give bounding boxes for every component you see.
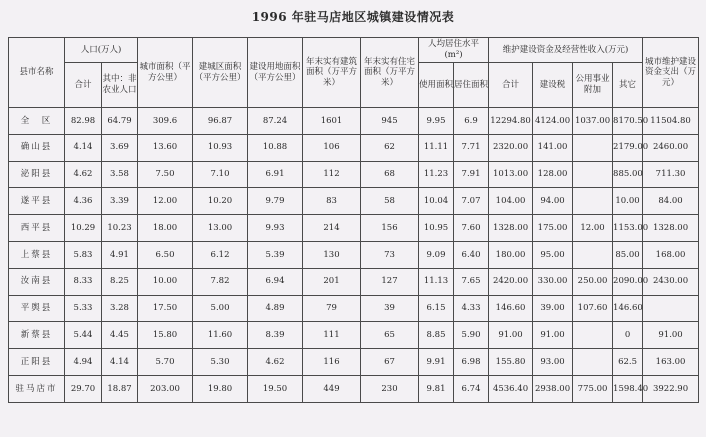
table-cell: 4.94 bbox=[65, 349, 102, 376]
table-row bbox=[9, 161, 699, 188]
table-cell: 6.98 bbox=[454, 349, 489, 376]
row-county-name: 确山县 bbox=[9, 134, 65, 161]
table-row bbox=[9, 268, 699, 295]
table-cell: 19.80 bbox=[193, 375, 248, 402]
header-use-area: 使用面积 bbox=[419, 63, 454, 108]
table-cell: 87.24 bbox=[248, 108, 303, 135]
table-cell: 19.50 bbox=[248, 375, 303, 402]
row-county-name: 西平县 bbox=[9, 215, 65, 242]
table-cell: 8.39 bbox=[248, 322, 303, 349]
table-cell: 309.6 bbox=[138, 108, 193, 135]
table-cell: 91.00 bbox=[489, 322, 533, 349]
table-row bbox=[9, 322, 699, 349]
table-cell: 11504.80 bbox=[643, 108, 699, 135]
table-cell: 1037.00 bbox=[573, 108, 613, 135]
table-cell: 4.62 bbox=[65, 161, 102, 188]
table-cell: 945 bbox=[361, 108, 419, 135]
table-cell: 4.14 bbox=[65, 134, 102, 161]
table-cell: 18.87 bbox=[102, 375, 138, 402]
table-cell: 3.39 bbox=[102, 188, 138, 215]
table-cell: 180.00 bbox=[489, 241, 533, 268]
table-cell: 449 bbox=[303, 375, 361, 402]
table-cell: 12.00 bbox=[138, 188, 193, 215]
table-cell: 8.33 bbox=[65, 268, 102, 295]
table-cell: 4.91 bbox=[102, 241, 138, 268]
table-cell: 5.33 bbox=[65, 295, 102, 322]
table-cell: 11.13 bbox=[419, 268, 454, 295]
table-cell: 10.04 bbox=[419, 188, 454, 215]
table-cell: 39 bbox=[361, 295, 419, 322]
table-cell: 85.00 bbox=[613, 241, 643, 268]
header-funds-public: 公用事业附加 bbox=[573, 63, 613, 108]
table-cell: 203.00 bbox=[138, 375, 193, 402]
table-cell: 2430.00 bbox=[643, 268, 699, 295]
table-cell: 96.87 bbox=[193, 108, 248, 135]
table-cell: 10.23 bbox=[102, 215, 138, 242]
table-cell: 116 bbox=[303, 349, 361, 376]
header-funds-other: 其它 bbox=[613, 63, 643, 108]
table-cell: 201 bbox=[303, 268, 361, 295]
table-cell: 7.65 bbox=[454, 268, 489, 295]
header-housing-area: 年末实有住宅面积（万平方米） bbox=[361, 38, 419, 108]
table-cell: 9.93 bbox=[248, 215, 303, 242]
table-cell: 7.50 bbox=[138, 161, 193, 188]
table-cell: 3.69 bbox=[102, 134, 138, 161]
table-cell: 4536.40 bbox=[489, 375, 533, 402]
table-cell: 4.33 bbox=[454, 295, 489, 322]
table-cell: 65 bbox=[361, 322, 419, 349]
table-cell: 3.58 bbox=[102, 161, 138, 188]
table-cell: 2460.00 bbox=[643, 134, 699, 161]
table-cell: 5.90 bbox=[454, 322, 489, 349]
table-cell: 2179.00 bbox=[613, 134, 643, 161]
table-cell: 9.79 bbox=[248, 188, 303, 215]
header-pop-total: 合计 bbox=[65, 63, 102, 108]
table-cell: 8.25 bbox=[102, 268, 138, 295]
table-cell: 5.39 bbox=[248, 241, 303, 268]
table-cell: 84.00 bbox=[643, 188, 699, 215]
row-county-name: 汝南县 bbox=[9, 268, 65, 295]
table-cell: 3922.90 bbox=[643, 375, 699, 402]
table-cell: 106 bbox=[303, 134, 361, 161]
header-maint-spend: 城市维护建设资金支出（万元） bbox=[643, 38, 699, 108]
row-county-name: 新蔡县 bbox=[9, 322, 65, 349]
table-cell: 5.44 bbox=[65, 322, 102, 349]
table-cell: 5.00 bbox=[193, 295, 248, 322]
table-cell: 9.09 bbox=[419, 241, 454, 268]
header-county: 县市名称 bbox=[9, 38, 65, 108]
table-row bbox=[9, 215, 699, 242]
table-cell: 11.23 bbox=[419, 161, 454, 188]
table-row bbox=[9, 375, 699, 402]
table-cell: 4.62 bbox=[248, 349, 303, 376]
table-cell: 4.45 bbox=[102, 322, 138, 349]
table-cell: 12294.80 bbox=[489, 108, 533, 135]
table-cell: 1598.40 bbox=[613, 375, 643, 402]
table-row bbox=[9, 241, 699, 268]
table-cell: 10.00 bbox=[613, 188, 643, 215]
table-cell: 93.00 bbox=[533, 349, 573, 376]
header-pop-nonag: 其中：非农业人口 bbox=[102, 63, 138, 108]
table-cell: 6.74 bbox=[454, 375, 489, 402]
table-cell: 62.5 bbox=[613, 349, 643, 376]
table-cell: 91.00 bbox=[643, 322, 699, 349]
header-population: 人口(万人) bbox=[65, 38, 138, 63]
row-county-name: 全 区 bbox=[9, 108, 65, 135]
statistics-table bbox=[8, 37, 699, 403]
table-cell: 7.60 bbox=[454, 215, 489, 242]
table-cell: 11.60 bbox=[193, 322, 248, 349]
table-cell: 64.79 bbox=[102, 108, 138, 135]
table-cell: 7.07 bbox=[454, 188, 489, 215]
table-cell: 250.00 bbox=[573, 268, 613, 295]
table-cell: 5.30 bbox=[193, 349, 248, 376]
table-cell: 6.15 bbox=[419, 295, 454, 322]
table-cell: 107.60 bbox=[573, 295, 613, 322]
table-cell: 111 bbox=[303, 322, 361, 349]
table-cell: 6.9 bbox=[454, 108, 489, 135]
table-cell: 94.00 bbox=[533, 188, 573, 215]
table-cell bbox=[573, 134, 613, 161]
table-cell: 7.71 bbox=[454, 134, 489, 161]
table-cell: 146.60 bbox=[613, 295, 643, 322]
table-cell: 1013.00 bbox=[489, 161, 533, 188]
row-county-name: 平舆县 bbox=[9, 295, 65, 322]
table-cell: 6.40 bbox=[454, 241, 489, 268]
row-county-name: 遂平县 bbox=[9, 188, 65, 215]
table-cell: 5.83 bbox=[65, 241, 102, 268]
table-cell: 10.20 bbox=[193, 188, 248, 215]
row-county-name: 驻马店市 bbox=[9, 375, 65, 402]
table-cell: 10.88 bbox=[248, 134, 303, 161]
table-cell: 39.00 bbox=[533, 295, 573, 322]
table-cell: 13.00 bbox=[193, 215, 248, 242]
table-cell: 10.93 bbox=[193, 134, 248, 161]
table-cell bbox=[573, 188, 613, 215]
table-cell: 12.00 bbox=[573, 215, 613, 242]
table-cell: 79 bbox=[303, 295, 361, 322]
table-cell: 8.85 bbox=[419, 322, 454, 349]
table-cell: 214 bbox=[303, 215, 361, 242]
table-row bbox=[9, 134, 699, 161]
table-cell: 10.00 bbox=[138, 268, 193, 295]
table-cell: 104.00 bbox=[489, 188, 533, 215]
row-county-name: 泌阳县 bbox=[9, 161, 65, 188]
table-cell: 885.00 bbox=[613, 161, 643, 188]
table-cell: 711.30 bbox=[643, 161, 699, 188]
table-row bbox=[9, 349, 699, 376]
table-cell: 3.28 bbox=[102, 295, 138, 322]
table-cell: 9.91 bbox=[419, 349, 454, 376]
table-cell: 7.10 bbox=[193, 161, 248, 188]
table-row bbox=[9, 295, 699, 322]
table-cell: 6.12 bbox=[193, 241, 248, 268]
table-cell: 29.70 bbox=[65, 375, 102, 402]
table-cell: 6.91 bbox=[248, 161, 303, 188]
table-cell: 0 bbox=[613, 322, 643, 349]
header-city-area: 城市面积（平方公里） bbox=[138, 38, 193, 108]
table-cell: 82.98 bbox=[65, 108, 102, 135]
table-cell: 10.29 bbox=[65, 215, 102, 242]
table-cell: 8170.50 bbox=[613, 108, 643, 135]
table-cell: 128.00 bbox=[533, 161, 573, 188]
table-row bbox=[9, 108, 699, 135]
table-cell: 17.50 bbox=[138, 295, 193, 322]
table-row bbox=[9, 188, 699, 215]
table-cell: 13.60 bbox=[138, 134, 193, 161]
table-cell: 7.82 bbox=[193, 268, 248, 295]
table-cell: 130 bbox=[303, 241, 361, 268]
table-cell bbox=[573, 241, 613, 268]
table-cell: 2320.00 bbox=[489, 134, 533, 161]
table-cell: 58 bbox=[361, 188, 419, 215]
table-cell: 91.00 bbox=[533, 322, 573, 349]
table-cell: 112 bbox=[303, 161, 361, 188]
table-cell: 5.70 bbox=[138, 349, 193, 376]
table-cell: 168.00 bbox=[643, 241, 699, 268]
table-cell: 4.89 bbox=[248, 295, 303, 322]
table-cell: 141.00 bbox=[533, 134, 573, 161]
row-county-name: 上蔡县 bbox=[9, 241, 65, 268]
table-cell: 1153.00 bbox=[613, 215, 643, 242]
header-live-area: 居住面积 bbox=[454, 63, 489, 108]
header-funds-tax: 建设税 bbox=[533, 63, 573, 108]
header-land-use: 建设用地面积（平方公里） bbox=[248, 38, 303, 108]
table-cell: 6.94 bbox=[248, 268, 303, 295]
table-cell: 67 bbox=[361, 349, 419, 376]
table-body bbox=[9, 108, 699, 403]
table-cell: 4124.00 bbox=[533, 108, 573, 135]
table-cell: 83 bbox=[303, 188, 361, 215]
table-cell: 1328.00 bbox=[489, 215, 533, 242]
table-cell: 9.81 bbox=[419, 375, 454, 402]
table-cell: 127 bbox=[361, 268, 419, 295]
table-cell: 18.00 bbox=[138, 215, 193, 242]
table-cell: 230 bbox=[361, 375, 419, 402]
table-cell: 1601 bbox=[303, 108, 361, 135]
table-cell: 4.14 bbox=[102, 349, 138, 376]
table-cell: 7.91 bbox=[454, 161, 489, 188]
table-cell: 62 bbox=[361, 134, 419, 161]
table-cell: 175.00 bbox=[533, 215, 573, 242]
table-cell: 775.00 bbox=[573, 375, 613, 402]
table-cell: 95.00 bbox=[533, 241, 573, 268]
table-cell: 11.11 bbox=[419, 134, 454, 161]
table-cell: 10.95 bbox=[419, 215, 454, 242]
header-per-capita: 人均居住水平(m²) bbox=[419, 38, 489, 63]
header-building-area: 年末实有建筑面积（万平方米） bbox=[303, 38, 361, 108]
table-cell: 9.95 bbox=[419, 108, 454, 135]
row-county-name: 正阳县 bbox=[9, 349, 65, 376]
table-cell: 146.60 bbox=[489, 295, 533, 322]
table-cell: 163.00 bbox=[643, 349, 699, 376]
table-cell: 2090.00 bbox=[613, 268, 643, 295]
table-cell: 155.80 bbox=[489, 349, 533, 376]
table-cell: 156 bbox=[361, 215, 419, 242]
table-cell: 2420.00 bbox=[489, 268, 533, 295]
table-cell bbox=[573, 161, 613, 188]
table-cell bbox=[643, 295, 699, 322]
table-cell: 2938.00 bbox=[533, 375, 573, 402]
header-funds-total: 合计 bbox=[489, 63, 533, 108]
table-title: 1996 年驻马店地区城镇建设情况表 bbox=[251, 10, 455, 24]
table-cell bbox=[573, 349, 613, 376]
table-cell: 6.50 bbox=[138, 241, 193, 268]
table-cell: 15.80 bbox=[138, 322, 193, 349]
table-cell: 1328.00 bbox=[643, 215, 699, 242]
table-cell: 73 bbox=[361, 241, 419, 268]
table-cell: 330.00 bbox=[533, 268, 573, 295]
header-built-area: 建城区面积（平方公里） bbox=[193, 38, 248, 108]
table-cell bbox=[573, 322, 613, 349]
header-funds: 维护建设资金及经营性收入(万元) bbox=[489, 38, 643, 63]
table-cell: 68 bbox=[361, 161, 419, 188]
table-cell: 4.36 bbox=[65, 188, 102, 215]
